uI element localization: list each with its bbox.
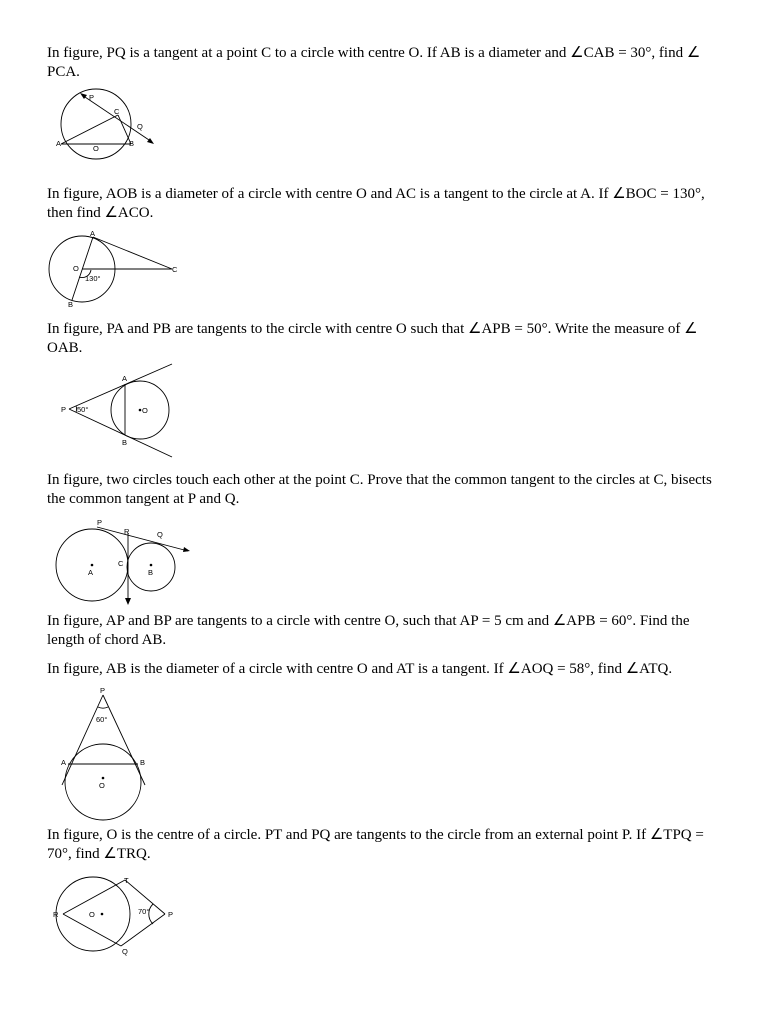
figure-4-touching-circles [52, 515, 192, 605]
chord-RT [63, 880, 125, 914]
label-P: P [89, 93, 95, 102]
label-angle: 50° [77, 405, 89, 414]
label-P: P [100, 686, 106, 695]
label-C: C [118, 559, 124, 568]
label-P: P [168, 910, 174, 919]
angle-arc [149, 904, 153, 924]
label-O: O [99, 781, 105, 790]
label-B: B [122, 438, 128, 447]
label-C: C [172, 265, 178, 274]
question-5-text: In figure, AP and BP are tangents to a circle with centre O, such that AP = 5 cm and ∠APB = 60°. Find the length of chord AB. [47, 613, 690, 648]
label-B: B [140, 758, 146, 767]
figure-6-tangents-60 [58, 685, 158, 815]
label-A: A [90, 229, 96, 238]
arrow-Q-icon [183, 547, 190, 552]
label-P: P [97, 518, 103, 527]
figure-2-tangent-at-A [48, 230, 183, 308]
label-angle: 70° [138, 907, 150, 916]
label-P: P [61, 405, 67, 414]
label-Q: Q [137, 122, 143, 131]
centre-B-dot [150, 564, 153, 567]
tangent-PQ [121, 914, 165, 946]
figure-7-tangents-70 [50, 872, 180, 957]
label-B: B [148, 568, 154, 577]
centre-dot [102, 777, 105, 780]
question-4-text: In figure, two circles touch each other at the point C. Prove that the common tangent to the circles at C, bisects the common tangent at P and Q. [47, 472, 712, 507]
tangent-PB [103, 695, 145, 785]
tangent-PA [62, 695, 103, 785]
label-A: A [122, 374, 128, 383]
centre-A-dot [91, 564, 94, 567]
label-angle: 130° [85, 274, 101, 283]
angle-arc [98, 707, 108, 708]
question-7-text: In figure, O is the centre of a circle. PT and PQ are tangents to the circle from an external point P. If ∠TPQ = 70°, find ∠TRQ. [47, 827, 704, 862]
tangent-AC [93, 237, 172, 269]
label-Q: Q [157, 530, 163, 539]
label-R: R [53, 910, 59, 919]
arrow-down-icon [125, 598, 131, 605]
common-tangent-PQ [97, 527, 188, 551]
question-3-text: In figure, PA and PB are tangents to the circle with centre O such that ∠APB = 50°. Write the measure of ∠ OAB. [47, 321, 698, 356]
centre-dot [139, 409, 142, 412]
question-2-text: In figure, AOB is a diameter of a circle with centre O and AC is a tangent to the circle at A. If ∠BOC = 130°, then find ∠ACO. [47, 186, 705, 221]
label-A: A [56, 139, 62, 148]
question-6-text: In figure, AB is the diameter of a circle with centre O and AT is a tangent. If ∠AOQ = 58°, find ∠ATQ. [47, 661, 673, 677]
centre-dot [101, 913, 104, 916]
figure-1-tangent-diameter [52, 88, 162, 158]
label-A: A [61, 758, 67, 767]
label-Q: Q [122, 947, 128, 956]
label-O: O [93, 144, 99, 153]
label-R: R [124, 527, 130, 536]
label-A: A [88, 568, 94, 577]
label-O: O [73, 264, 79, 273]
circle-B [127, 543, 175, 591]
tangent-PQ [82, 95, 152, 142]
label-C: C [114, 107, 120, 116]
label-B: B [68, 300, 74, 309]
label-O: O [142, 406, 148, 415]
chord-AC [61, 115, 118, 144]
tangent-PB [69, 409, 172, 457]
label-B: B [129, 139, 135, 148]
label-T: T [124, 876, 129, 885]
label-angle: 60° [96, 715, 108, 724]
question-1-text: In figure, PQ is a tangent at a point C to a circle with centre O. If AB is a diameter and ∠CAB = 30°, find ∠ PCA. [47, 45, 701, 80]
figure-3-two-tangents [58, 362, 183, 460]
label-O: O [89, 910, 95, 919]
